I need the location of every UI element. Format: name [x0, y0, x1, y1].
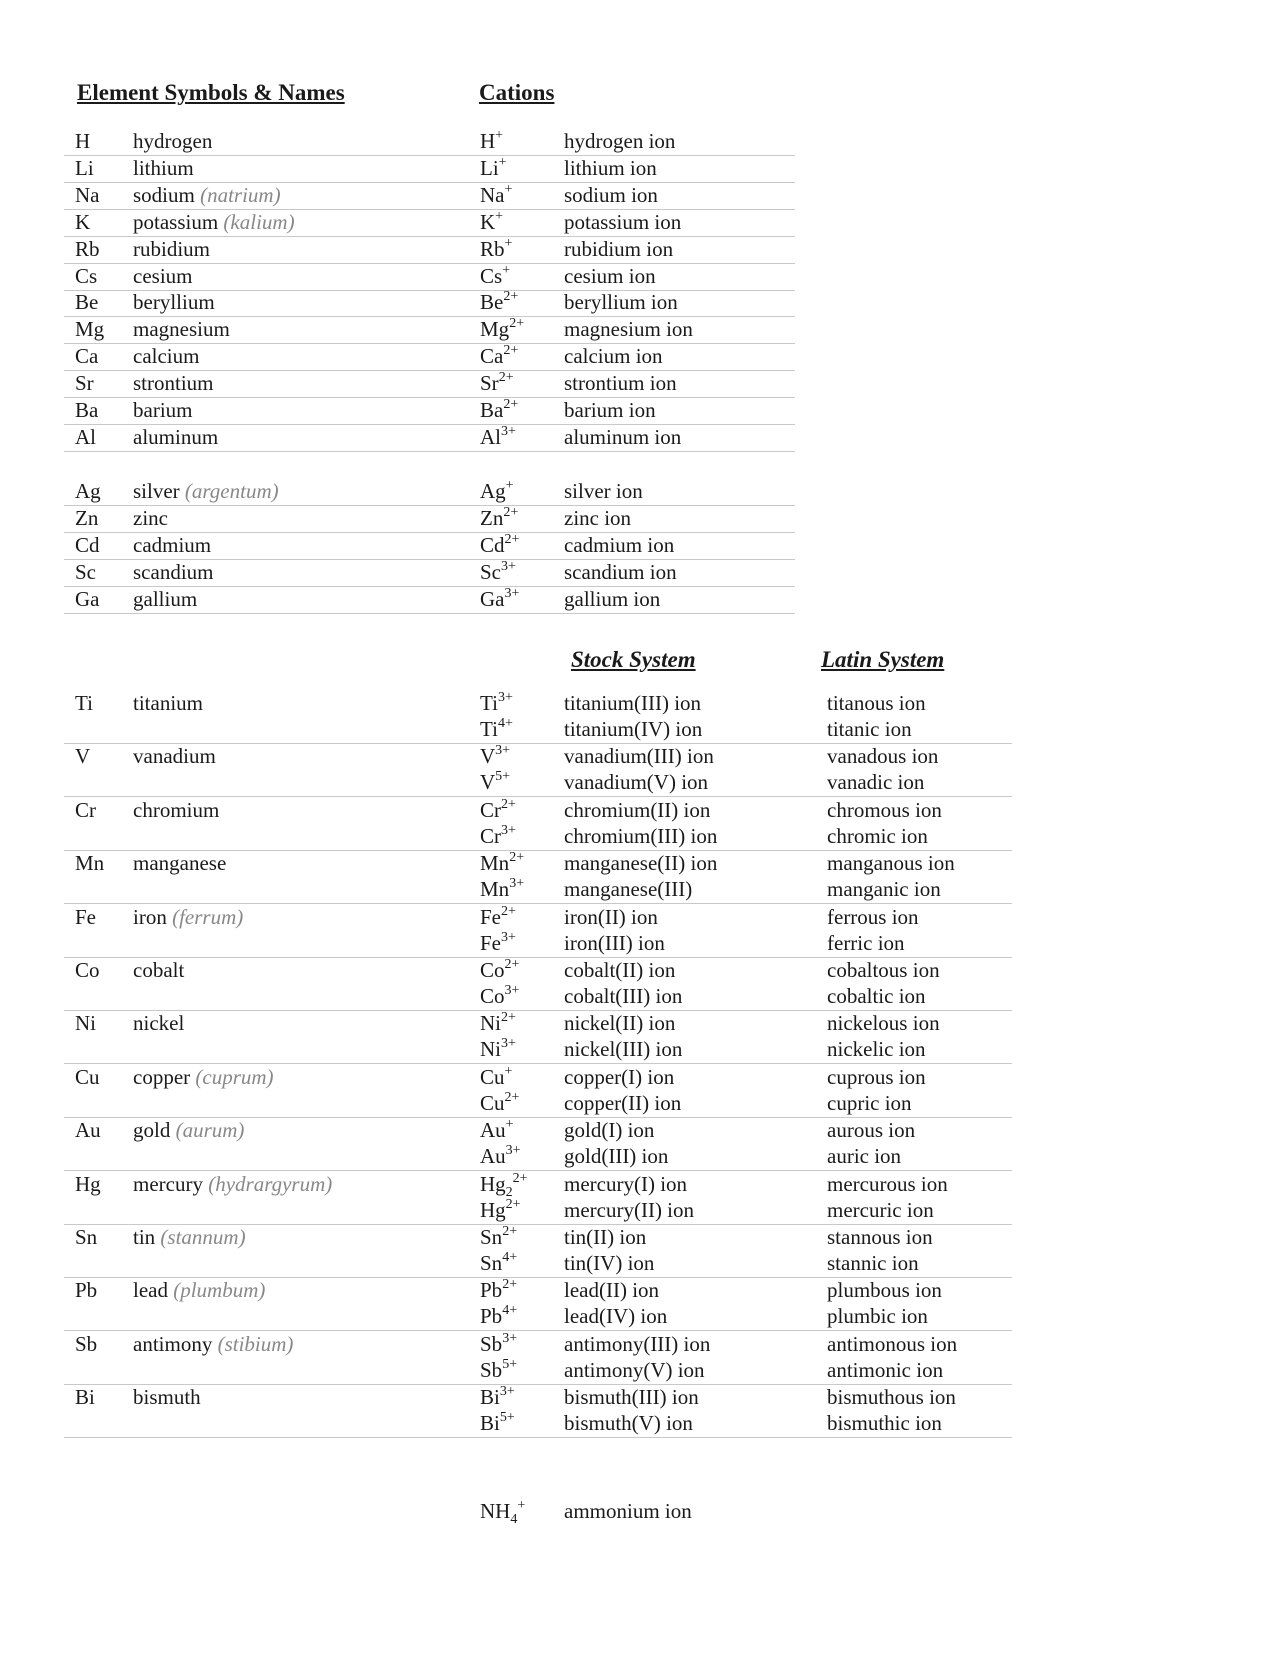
ion-charge: 3+: [495, 743, 511, 759]
ion-charge: 3+: [502, 1330, 518, 1346]
element-name: hydrogen: [133, 129, 213, 153]
ion-name: gallium ion: [564, 586, 661, 611]
element-name: nickel: [133, 1011, 185, 1036]
element-symbol: Bi: [75, 1385, 95, 1410]
element-name: titanium: [133, 691, 203, 715]
ion-charge: 3+: [501, 822, 516, 838]
latin-system-name: stannous ion: [827, 1225, 933, 1249]
element-name: vanadium: [133, 744, 216, 769]
latin-system-name: titanous ion: [827, 691, 926, 715]
ion-formula: $Cr^{3+}$: [480, 822, 516, 848]
ion-charge: 3+: [501, 558, 516, 574]
element-name: gallium: [133, 586, 198, 611]
element-symbol: Ni: [75, 1011, 96, 1036]
ion-formula: Cu+: [480, 1063, 513, 1089]
element-name: zinc: [133, 505, 168, 530]
element-name: antimony (stibium): [133, 1331, 294, 1356]
element-symbol: Zn: [75, 505, 99, 530]
ion-formula: $Co^{2+}$: [480, 957, 520, 982]
stock-name: nickel(III) ion: [564, 1037, 683, 1062]
ion-formula: $Bi^{3+}$: [480, 1384, 515, 1410]
ion-formula: Ag+: [480, 478, 514, 503]
heading-stock-system: Stock System: [571, 647, 696, 672]
ion-formula: Cs+: [480, 262, 511, 288]
latin-system-name: stannic ion: [827, 1251, 919, 1275]
ion-subscript: 2: [505, 1184, 513, 1200]
latin-system-name: chromous ion: [827, 797, 942, 822]
ion-name: zinc ion: [564, 505, 632, 530]
row-divider: [64, 451, 795, 452]
ion-name: magnesium ion: [564, 317, 693, 342]
ion-charge: 4+: [502, 1250, 518, 1265]
latin-system-name: mercuric ion: [827, 1197, 934, 1222]
ion-charge: 3+: [501, 423, 516, 439]
latin-system-name: bismuthic ion: [827, 1411, 942, 1436]
element-name: iron (ferrum): [133, 904, 244, 929]
ion-charge: 2+: [501, 796, 516, 812]
element-name: calcium: [133, 344, 200, 369]
element-symbol: Ba: [75, 398, 99, 422]
ion-formula: $Hg_2^{2+}$: [480, 1170, 528, 1200]
element-symbol: Co: [75, 958, 100, 982]
ion-formula: $Ni^{3+}$: [480, 1036, 516, 1062]
element-symbol: Sc: [75, 559, 96, 584]
element-symbol: Sn: [75, 1225, 98, 1249]
ion-charge: 4+: [497, 716, 513, 731]
stock-name: bismuth(III) ion: [564, 1385, 699, 1410]
element-name: copper (cuprum): [133, 1064, 274, 1089]
ion-charge: 5+: [499, 1410, 515, 1426]
ion-formula: $Au^{3+}$: [480, 1143, 521, 1169]
stock-name: gold(III) ion: [564, 1144, 669, 1169]
ion-charge: 2+: [502, 1277, 518, 1293]
ion-formula: $Ba^{2+}$: [480, 397, 519, 422]
latin-system-name: plumbic ion: [827, 1304, 928, 1329]
element-name: strontium: [133, 371, 214, 396]
ion-formula: $Fe^{2+}$: [480, 903, 516, 929]
stock-name: antimony(V) ion: [564, 1357, 705, 1382]
element-symbol: Hg: [75, 1171, 101, 1196]
stock-name: manganese(II) ion: [564, 851, 718, 876]
latin-system-name: bismuthous ion: [827, 1385, 956, 1410]
ion-charge: 2+: [505, 1196, 521, 1212]
ion-formula: $Cd^{2+}$: [480, 531, 520, 557]
latin-system-name: antimonous ion: [827, 1331, 958, 1356]
stock-name: mercury(I) ion: [564, 1171, 688, 1196]
latin-system-name: manganic ion: [827, 877, 941, 902]
ion-charge: +: [505, 1117, 514, 1133]
latin-name: (plumbum): [173, 1278, 266, 1303]
ion-name: cadmium ion: [564, 532, 675, 557]
ion-formula: $Pb^{4+}$: [480, 1303, 518, 1329]
heading-latin-system: Latin System: [821, 647, 945, 672]
ion-charge: +: [502, 262, 511, 278]
stock-name: mercury(II) ion: [564, 1197, 695, 1222]
ion-formula: $Ga^{3+}$: [480, 585, 520, 611]
stock-name: lead(IV) ion: [564, 1304, 668, 1329]
latin-system-name: cupric ion: [827, 1090, 912, 1115]
ion-formula: Rb+: [480, 235, 513, 261]
latin-system-name: aurous ion: [827, 1118, 916, 1143]
element-symbol: Mn: [75, 851, 105, 876]
ion-formula: $V^{5+}$: [480, 769, 511, 795]
stock-name: vanadium(V) ion: [564, 770, 709, 795]
element-symbol: Sr: [75, 371, 94, 396]
ion-formula: $Ti^{4+}$: [480, 716, 513, 741]
heading-element-symbols: Element Symbols & Names: [77, 80, 345, 105]
ion-formula: $Sr^{2+}$: [480, 370, 514, 396]
latin-system-name: chromic ion: [827, 823, 928, 848]
ion-name: cesium ion: [564, 263, 656, 288]
ion-formula: $Sn^{2+}$: [480, 1224, 518, 1249]
ion-formula: $Bi^{5+}$: [480, 1410, 515, 1436]
latin-system-name: vanadous ion: [827, 744, 939, 769]
element-symbol: Ca: [75, 344, 99, 369]
ion-formula: $V^{3+}$: [480, 743, 511, 769]
ion-formula: $Cu^{2+}$: [480, 1089, 520, 1115]
row-divider: [64, 505, 795, 506]
stock-name: chromium(II) ion: [564, 797, 711, 822]
element-name: barium: [133, 398, 193, 422]
element-name: cadmium: [133, 532, 212, 557]
ion-charge: 3+: [504, 983, 520, 998]
element-name: manganese: [133, 851, 227, 876]
stock-name: tin(II) ion: [564, 1225, 647, 1249]
ion-charge: 3+: [501, 1036, 516, 1052]
ion-charge: 2+: [503, 504, 519, 520]
element-name: chromium: [133, 797, 220, 822]
element-symbol: Be: [75, 290, 99, 315]
element-name: cobalt: [133, 958, 185, 982]
ion-formula: $Be^{2+}$: [480, 289, 519, 315]
stock-name: antimony(III) ion: [564, 1331, 711, 1356]
stock-name: chromium(III) ion: [564, 823, 718, 848]
element-name: rubidium: [133, 236, 210, 261]
latin-name: (argentum): [184, 479, 279, 503]
element-symbol: Mg: [75, 317, 105, 342]
ion-formula: Li+: [480, 154, 507, 180]
ion-charge: +: [495, 128, 504, 143]
ion-formula: $Ca^{2+}$: [480, 343, 519, 369]
heading-cations: Cations: [479, 80, 555, 105]
element-symbol: Na: [75, 182, 100, 207]
element-name: bismuth: [133, 1385, 201, 1410]
ion-formula: $Al^{3+}$: [480, 423, 516, 449]
ion-formula: $Sn^{4+}$: [480, 1250, 518, 1275]
ion-charge: +: [504, 181, 513, 197]
element-name: potassium (kalium): [133, 209, 295, 234]
ion-charge: 3+: [504, 585, 520, 601]
stock-name: lead(II) ion: [564, 1278, 660, 1303]
ion-formula: $Mg^{2+}$: [480, 316, 525, 342]
stock-name: titanium(IV) ion: [564, 717, 703, 741]
ion-charge: 3+: [497, 690, 513, 705]
ion-name: strontium ion: [564, 371, 677, 396]
ion-charge: 2+: [503, 343, 519, 359]
latin-name: (stannum): [160, 1225, 246, 1249]
ion-formula: $Hg^{2+}$: [480, 1196, 521, 1222]
ion-formula: $NH_4^+$: [480, 1498, 526, 1527]
element-symbol: Ga: [75, 586, 100, 611]
latin-system-name: plumbous ion: [827, 1278, 942, 1303]
ion-name: hydrogen ion: [564, 129, 676, 153]
ion-charge: 2+: [501, 1010, 516, 1026]
stock-name: cobalt(III) ion: [564, 984, 683, 1008]
element-name: silver (argentum): [133, 479, 279, 503]
element-symbol: Pb: [75, 1278, 98, 1303]
element-symbol: Au: [75, 1118, 101, 1143]
row-divider: [64, 613, 795, 614]
latin-system-name: auric ion: [827, 1144, 902, 1169]
ion-charge: 2+: [504, 531, 520, 547]
element-name: scandium: [133, 559, 214, 584]
ion-charge: 5+: [495, 769, 511, 785]
stock-name: copper(I) ion: [564, 1064, 675, 1089]
ion-charge: 2+: [498, 370, 514, 386]
ion-formula: $Sb^{3+}$: [480, 1330, 518, 1356]
ion-name: barium ion: [564, 398, 656, 422]
element-symbol: Ti: [75, 691, 93, 715]
element-name: gold (aurum): [133, 1118, 245, 1143]
element-symbol: Al: [75, 424, 96, 449]
element-symbol: Fe: [75, 904, 96, 929]
element-symbol: Ag: [75, 479, 101, 503]
ion-formula: $Mn^{2+}$: [480, 850, 525, 876]
ion-name: sodium ion: [564, 182, 658, 207]
ion-charge: 3+: [499, 1384, 515, 1400]
ion-charge: 4+: [502, 1303, 518, 1319]
ion-formula: $Pb^{2+}$: [480, 1277, 518, 1303]
ion-formula: $Co^{3+}$: [480, 983, 520, 1008]
ion-name: lithium ion: [564, 155, 657, 180]
stock-name: copper(II) ion: [564, 1090, 682, 1115]
element-symbol: V: [75, 744, 91, 769]
latin-system-name: nickelous ion: [827, 1011, 940, 1036]
ion-charge: 2+: [503, 289, 519, 305]
element-symbol: Cr: [75, 797, 96, 822]
latin-name: (stibium): [217, 1331, 294, 1356]
ion-charge: 2+: [509, 850, 525, 866]
ion-formula: H+: [480, 128, 504, 153]
element-name: lithium: [133, 155, 194, 180]
element-name: tin (stannum): [133, 1225, 246, 1249]
ion-charge: +: [504, 235, 513, 251]
stock-name: bismuth(V) ion: [564, 1411, 693, 1436]
latin-system-name: antimonic ion: [827, 1357, 944, 1382]
ion-formula: $Fe^{3+}$: [480, 929, 516, 955]
ion-name: aluminum ion: [564, 424, 682, 449]
ion-formula: Au+: [480, 1117, 514, 1143]
ion-charge: 2+: [501, 903, 516, 919]
ion-name: silver ion: [564, 479, 643, 503]
latin-system-name: mercurous ion: [827, 1171, 948, 1196]
stock-name: iron(II) ion: [564, 904, 658, 929]
latin-system-name: vanadic ion: [827, 770, 925, 795]
ion-formula: $Cr^{2+}$: [480, 796, 516, 822]
element-symbol: Sb: [75, 1331, 98, 1356]
stock-name: manganese(III): [564, 877, 693, 902]
ion-charge: 2+: [509, 316, 525, 332]
ion-name: calcium ion: [564, 344, 663, 369]
ion-charge: +: [498, 154, 507, 170]
ion-charge: 5+: [502, 1356, 518, 1372]
element-name: magnesium: [133, 317, 230, 342]
stock-name: tin(IV) ion: [564, 1251, 655, 1275]
ion-formula: Na+: [480, 181, 513, 207]
stock-name: vanadium(III) ion: [564, 744, 714, 769]
element-symbol: K: [75, 209, 91, 234]
ion-name: potassium ion: [564, 209, 682, 234]
ion-name: beryllium ion: [564, 290, 678, 315]
element-symbol: Cs: [75, 263, 98, 288]
ion-formula: $Sb^{5+}$: [480, 1356, 518, 1382]
ion-charge: +: [495, 208, 504, 224]
latin-system-name: ferric ion: [827, 930, 905, 955]
element-name: sodium (natrium): [133, 182, 281, 207]
ion-name: rubidium ion: [564, 236, 674, 261]
ion-formula: $Ti^{3+}$: [480, 690, 513, 715]
latin-system-name: cobaltic ion: [827, 984, 926, 1008]
latin-system-name: manganous ion: [827, 851, 955, 876]
ion-charge: +: [504, 1063, 513, 1079]
element-symbol: Cu: [75, 1064, 100, 1089]
ion-charge: +: [517, 1498, 526, 1513]
ion-charge: 2+: [512, 1170, 528, 1186]
element-name: beryllium: [133, 290, 215, 315]
ion-formula: $Ni^{2+}$: [480, 1010, 516, 1036]
latin-name: (cuprum): [195, 1064, 274, 1089]
stock-name: cobalt(II) ion: [564, 958, 676, 982]
element-name: aluminum: [133, 424, 219, 449]
ammonium-ion-name: ammonium ion: [564, 1499, 692, 1523]
element-symbol: Cd: [75, 532, 100, 557]
latin-system-name: ferrous ion: [827, 904, 919, 929]
latin-name: (kalium): [223, 209, 295, 234]
ion-charge: 3+: [509, 876, 525, 892]
element-name: mercury (hydrargyrum): [133, 1171, 333, 1196]
ion-charge: 3+: [505, 1143, 521, 1159]
element-symbol: Li: [75, 155, 94, 180]
ion-formula: $Zn^{2+}$: [480, 504, 519, 530]
ion-subscript: 4: [510, 1512, 518, 1527]
element-name: cesium: [133, 263, 193, 288]
element-symbol: Rb: [75, 236, 100, 261]
row-divider: [64, 1437, 1012, 1438]
ion-formula: $Sc^{3+}$: [480, 558, 516, 584]
ion-charge: 2+: [503, 397, 519, 412]
stock-name: titanium(III) ion: [564, 691, 702, 715]
latin-system-name: nickelic ion: [827, 1037, 926, 1062]
latin-name: (ferrum): [172, 904, 244, 929]
latin-name: (hydrargyrum): [208, 1171, 333, 1196]
ion-charge: 2+: [504, 1089, 520, 1105]
stock-name: gold(I) ion: [564, 1118, 655, 1143]
latin-name: (natrium): [200, 182, 281, 207]
ion-charge: 2+: [504, 957, 520, 972]
stock-name: iron(III) ion: [564, 930, 665, 955]
latin-system-name: cuprous ion: [827, 1064, 926, 1089]
latin-system-name: titanic ion: [827, 717, 912, 741]
ion-formula: $Mn^{3+}$: [480, 876, 525, 902]
element-symbol: H: [75, 129, 91, 153]
latin-name: (aurum): [175, 1118, 245, 1143]
ion-formula: K+: [480, 208, 504, 234]
stock-name: nickel(II) ion: [564, 1011, 676, 1036]
element-name: lead (plumbum): [133, 1278, 266, 1303]
ion-name: scandium ion: [564, 559, 677, 584]
ion-charge: 3+: [501, 929, 516, 945]
ion-charge: 2+: [502, 1224, 518, 1239]
latin-system-name: cobaltous ion: [827, 958, 940, 982]
ion-charge: +: [505, 478, 514, 493]
